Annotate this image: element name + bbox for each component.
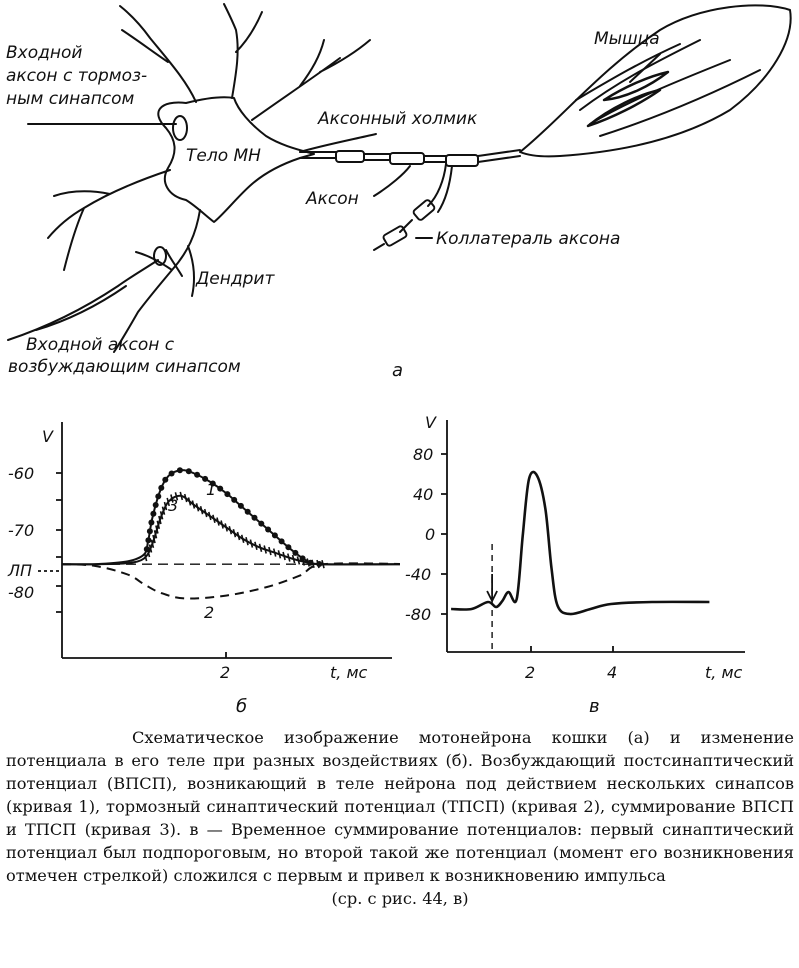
chart-v-xlabel: t, мс <box>705 663 743 682</box>
chart-v <box>399 400 799 730</box>
panel-label-b: б <box>236 696 248 717</box>
axon-hillock-label: Аксонный холмик <box>318 109 478 129</box>
axon-main <box>300 156 520 162</box>
chart-b-series-3-tick <box>180 492 182 500</box>
chart-b-ytick: -80 <box>8 583 35 602</box>
chart-v-xtick: 2 <box>525 663 536 682</box>
chart-v-xtick: 4 <box>607 663 618 682</box>
chart-b-series-3-tick <box>217 518 219 526</box>
chart-b-series-3-tick <box>221 521 223 529</box>
chart-b-series-3-tick <box>225 523 227 531</box>
chart-b-series-3-tick <box>242 535 244 543</box>
dendrite-top-left <box>120 6 196 102</box>
myelin-segment <box>446 155 478 166</box>
panel-label-v: в <box>589 696 600 717</box>
chart-v-ytick: 40 <box>413 485 434 504</box>
chart-b-series-1-point <box>158 485 164 491</box>
chart-v-ytick: 0 <box>425 525 436 544</box>
excitatory-axon-label-1: Входной аксон с <box>26 335 175 355</box>
chart-b-series-1-point <box>145 537 151 543</box>
chart-b-xlabel: t, мс <box>330 663 368 682</box>
chart-b-series-1-point <box>272 532 278 538</box>
chart-b-series-1-point <box>147 528 153 534</box>
inhibitory-axon-label-1: Входной <box>6 43 83 63</box>
dendrite-label: Дендрит <box>196 269 275 289</box>
chart-b-series-1-point <box>150 511 156 517</box>
excitatory-axon <box>8 260 158 340</box>
chart-b-series-3-tick <box>189 497 191 505</box>
chart-b-series-3-tick <box>209 512 211 520</box>
chart-b-series-1-label: 1 <box>206 480 217 499</box>
myelin-segment <box>390 153 424 164</box>
chart-v-arrow-icon <box>487 574 497 601</box>
inhibitory-synapse <box>173 116 187 140</box>
neuron-diagram <box>0 0 799 390</box>
chart-b-series-1-point <box>155 493 161 499</box>
chart-b-series-1-point <box>258 521 264 527</box>
chart-v-ylabel: V <box>425 413 436 432</box>
chart-b-series-1-point <box>177 467 183 473</box>
chart-b-series-3-tick <box>278 550 280 558</box>
chart-b-series-1-point <box>186 468 192 474</box>
chart-b-series-1-point <box>162 477 168 483</box>
axon-collateral-label: Коллатераль аксона <box>436 229 621 249</box>
chart-b-series-3-tick <box>260 544 262 552</box>
chart-b-series-3-tick <box>185 494 187 502</box>
chart-b-series-2-line <box>62 563 400 598</box>
chart-v-ytick: -80 <box>405 605 432 624</box>
chart-v-ytick: 80 <box>413 445 434 464</box>
chart-b-series-3-tick <box>238 532 240 540</box>
chart-b-ylabel: V <box>42 427 53 446</box>
chart-b-series-3-tick <box>264 546 266 554</box>
chart-b-series-2-label: 2 <box>204 603 215 622</box>
chart-b-series-3-tick <box>145 553 147 561</box>
chart-b-series-3-tick <box>307 559 309 567</box>
chart-b-series-1-point <box>238 503 244 509</box>
chart-b-series-3-tick <box>229 526 231 534</box>
chart-b-series-3-tick <box>274 549 276 557</box>
chart-b-series-1-point <box>194 472 200 478</box>
inhibitory-axon-label-2: аксон с тормоз- <box>6 66 148 86</box>
chart-b-series-3-tick <box>201 506 203 514</box>
caption-reference: (ср. с рис. 44, в) <box>331 889 469 908</box>
chart-b-series-3-tick <box>250 540 252 548</box>
chart-b-series-3-label: 3 <box>168 496 179 515</box>
collateral-segment <box>382 225 407 246</box>
chart-b-series-3-tick <box>192 501 194 509</box>
chart-b-series-1-point <box>169 471 175 477</box>
cell-body-label: Тело МН <box>186 146 261 166</box>
chart-v-potential-line <box>451 472 709 614</box>
panel-label-a: а <box>392 360 404 381</box>
chart-b-series-3-tick <box>246 537 248 545</box>
dendrite-left <box>48 170 170 270</box>
chart-b-series-1-point <box>224 491 230 497</box>
chart-b-series-3-tick <box>205 509 207 517</box>
chart-b <box>0 400 400 730</box>
chart-b-series-1-point <box>285 544 291 550</box>
chart-b-series-3-tick <box>283 552 285 560</box>
chart-b-ytick: ЛП <box>8 561 33 580</box>
caption-text: Схематическое изображение мотонейрона кошки (а) и изменение потенциала в его теле при разных воздействиях (б). Возбуждающий постсинаптический потенциал (ВПСП), возникающий в теле нейрона под действием нескольких синапсов (кривая 1), тормозный синаптический потенциал (ТПСП) (кривая 2), суммирование ВПСП и ТПСП (кривая 3). в — Временное суммирование потенциалов: первый синаптический потенциал был подпороговым, но второй такой же потенциал (момент его возникновения отмечен стрелкой) сложился с первым и привел к возникновению импульса <box>6 728 794 885</box>
dendrite-top-right <box>252 40 370 120</box>
chart-b-series-1-point <box>148 520 154 526</box>
chart-b-series-1-point <box>279 538 285 544</box>
chart-b-series-3-tick <box>213 515 215 523</box>
chart-b-series-1-point <box>153 502 159 508</box>
chart-b-series-1-point <box>231 497 237 503</box>
chart-b-series-1-point <box>252 515 258 521</box>
chart-b-series-1-point <box>245 509 251 515</box>
inhibitory-axon-label-3: ным синапсом <box>6 89 135 109</box>
chart-b-series-1-point <box>217 486 223 492</box>
chart-b-series-1-point <box>265 527 271 533</box>
chart-b-series-3-tick <box>197 503 199 511</box>
chart-b-series-3-tick <box>269 547 271 555</box>
chart-b-xtick: 2 <box>220 663 231 682</box>
muscle-label: Мышца <box>594 29 660 49</box>
chart-b-series-1-line <box>62 470 400 564</box>
chart-b-series-3-tick <box>288 554 290 562</box>
dendrite-top <box>224 4 262 98</box>
axon-label: Аксон <box>306 189 359 209</box>
chart-b-series-3-tick <box>255 542 257 550</box>
figure-caption <box>6 726 794 910</box>
myelin-segment <box>336 151 364 162</box>
chart-v-ytick: -40 <box>405 565 432 584</box>
chart-b-series-3-tick <box>293 555 295 563</box>
chart-b-ytick: -60 <box>8 464 35 483</box>
excitatory-axon-label-2: возбуждающим синапсом <box>8 357 241 377</box>
chart-b-ytick: -70 <box>8 521 35 540</box>
chart-b-series-3-tick <box>297 556 299 564</box>
chart-b-series-3-tick <box>233 529 235 537</box>
